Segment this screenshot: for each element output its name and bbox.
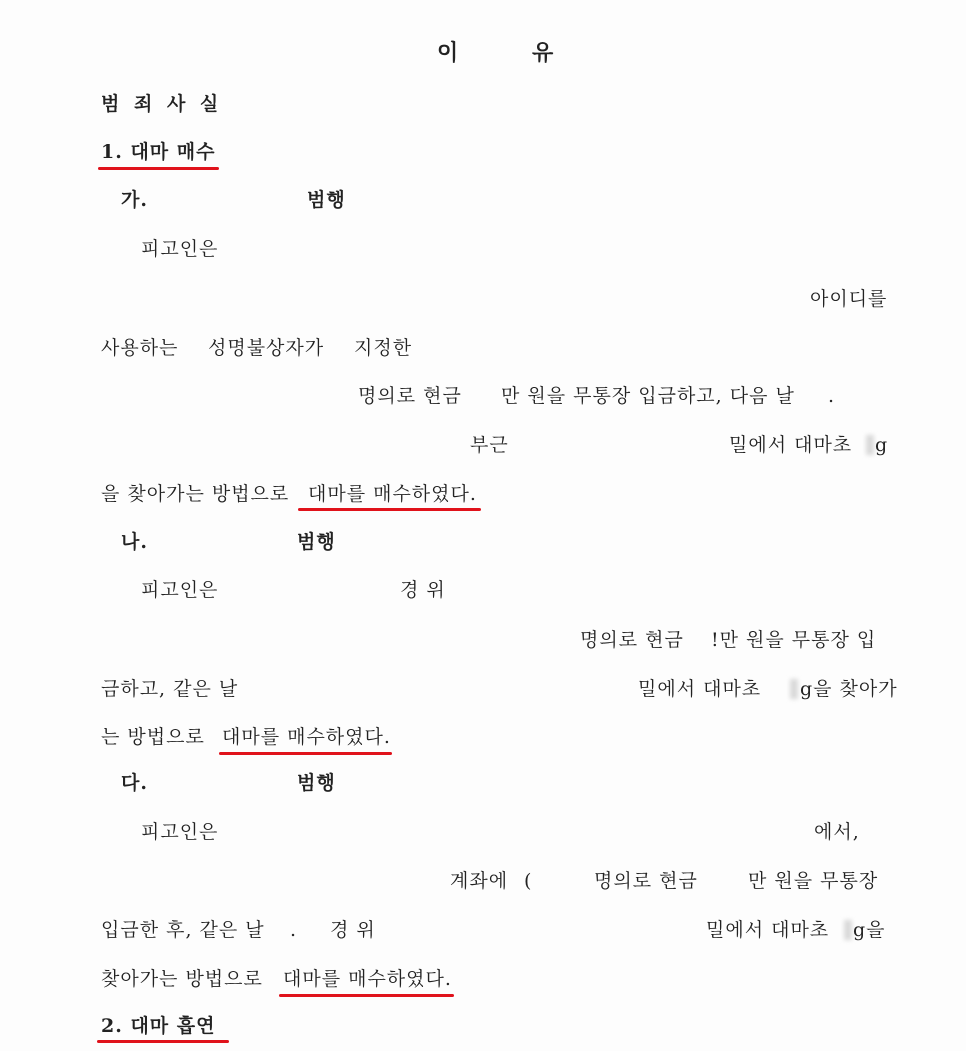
c-line-conclusion: 대마를 매수하였다. — [283, 968, 452, 990]
a-line-defendant: 피고인은 — [141, 238, 219, 260]
c-line-method: 찾아가는 방법으로 — [101, 968, 263, 990]
a-line-name-cash: 명의로 현금 — [358, 385, 462, 407]
item1-heading: 1. 대마 매수 — [101, 141, 216, 163]
a-line-gram: g — [875, 434, 889, 456]
title-left-char: 이 — [437, 40, 461, 66]
item2-heading: 2. 대마 흡연 — [101, 1015, 216, 1037]
item1-heading-underline — [98, 167, 219, 170]
b-line-gram: g을 찾아가 — [800, 678, 898, 700]
b-label: 나. — [121, 531, 148, 553]
b-line-cannabis: 밀에서 대마초 — [638, 678, 762, 700]
a-line-using: 사용하는 — [101, 337, 179, 359]
c-line-about: 경 위 — [330, 919, 376, 941]
redaction-blur — [844, 920, 852, 940]
b-line-name-cash: 명의로 현금 — [580, 629, 684, 651]
a-label: 가. — [121, 189, 148, 211]
c-line-defendant: 피고인은 — [141, 821, 219, 843]
c-line-cannabis: 밀에서 대마초 — [706, 919, 830, 941]
c-line-after: 입금한 후, 같은 날 — [101, 919, 265, 941]
b-line-conclusion: 대마를 매수하였다. — [222, 726, 391, 748]
a-crime: 범행 — [307, 189, 346, 211]
a-line-dot: . — [828, 385, 836, 407]
b-line-same-day: 금하고, 같은 날 — [101, 678, 239, 700]
b-line-defendant: 피고인은 — [141, 579, 219, 601]
b-line-about: 경 위 — [400, 579, 446, 601]
a-line-near: 부근 — [470, 434, 509, 456]
c-line-gram: g을 — [853, 919, 886, 941]
a-line-cannabis: 밀에서 대마초 — [729, 434, 853, 456]
title-right-char: 유 — [532, 40, 556, 66]
section-heading: 범 죄 사 실 — [101, 93, 223, 115]
a-conclusion-underline — [298, 508, 481, 511]
a-line-deposit: 만 원을 무통장 입금하고, 다음 날 — [501, 385, 795, 407]
a-line-method: 을 찾아가는 방법으로 — [101, 483, 290, 505]
redaction-blur — [866, 435, 874, 455]
c-crime: 범행 — [297, 772, 336, 794]
b-conclusion-underline — [219, 752, 392, 755]
b-crime: 범행 — [297, 531, 336, 553]
a-line-id: 아이디를 — [810, 288, 888, 310]
c-line-account: 계좌에 — [450, 870, 509, 892]
c-line-paren: ( — [524, 870, 533, 892]
b-line-deposit: !만 원을 무통장 입 — [711, 629, 877, 651]
redaction-blur — [790, 679, 798, 699]
a-line-designated: 지정한 — [354, 337, 413, 359]
c-label: 다. — [121, 772, 148, 794]
a-line-conclusion: 대마를 매수하였다. — [308, 483, 477, 505]
c-line-name-cash: 명의로 현금 — [594, 870, 698, 892]
b-line-method: 는 방법으로 — [101, 726, 205, 748]
c-line-deposit: 만 원을 무통장 — [748, 870, 879, 892]
a-line-unknown-person: 성명불상자가 — [208, 337, 325, 359]
c-conclusion-underline — [279, 994, 454, 997]
item2-heading-underline — [97, 1040, 229, 1043]
c-line-at: 에서, — [814, 821, 860, 843]
c-line-dot: . — [290, 919, 298, 941]
